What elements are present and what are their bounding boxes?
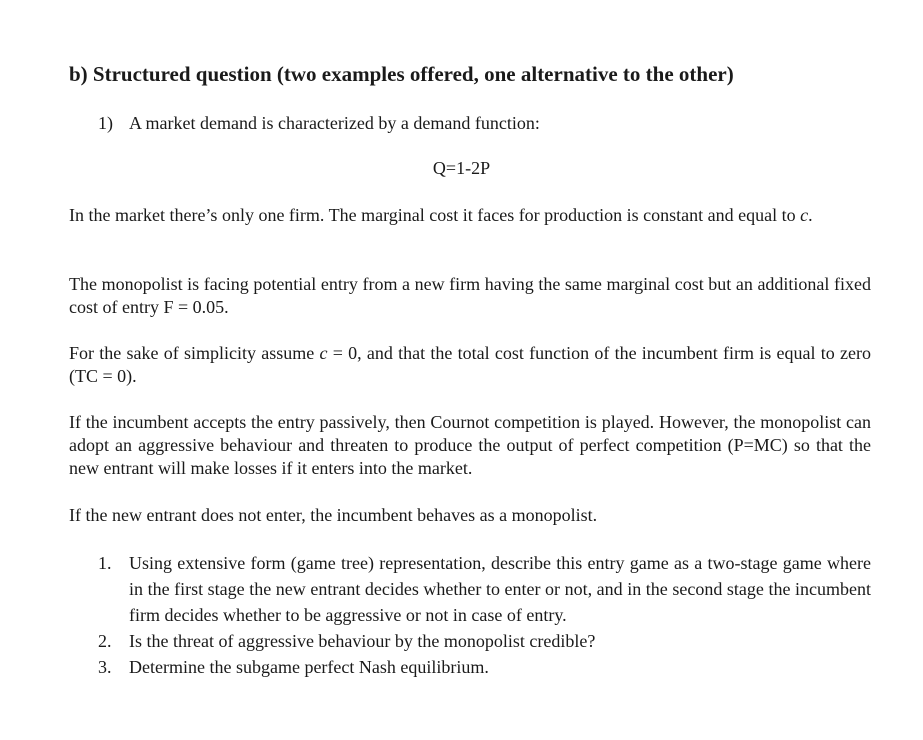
list-item [98, 654, 871, 680]
paragraph-three-start: For the sake of simplicity assume [69, 343, 320, 363]
variable-c: c [800, 205, 809, 225]
task-text: Determine the subgame perfect Nash equilibrium. [129, 657, 489, 677]
variable-c: c [319, 343, 328, 363]
demand-function-formula: Q=1-2P [432, 158, 491, 178]
paragraph-simplicity [69, 342, 871, 388]
task-number: 2. [98, 631, 112, 651]
paragraph-three-end: = 0, and that the total cost function of the incumbent firm is equal to zero (TC = 0). [69, 343, 871, 386]
question-intro [98, 113, 540, 134]
list-item [98, 628, 871, 654]
section-heading: b) Structured question (two examples offered, one alternative to the other) [69, 62, 734, 86]
list-item [98, 550, 871, 628]
paragraph-no-entry: If the new entrant does not enter, the incumbent behaves as a monopolist. [69, 505, 598, 525]
question-intro-text: A market demand is characterized by a demand function: [129, 113, 540, 133]
task-number: 1. [98, 553, 112, 573]
paragraph-cournot: If the incumbent accepts the entry passively, then Cournot competition is played. However, the monopolist can adopt an aggressive behaviour and threaten to produce the output of perfect competition (P=MC) so that the new entrant will make losses if it enters into the market. [69, 412, 871, 478]
question-number: 1) [98, 113, 113, 133]
paragraph-one-text: In the market there’s only one firm. The marginal cost it faces for production is constant and equal to [69, 205, 801, 225]
paragraph-one-end: . [808, 205, 813, 225]
paragraph-potential-entry: The monopolist is facing potential entry from a new firm having the same marginal cost but an additional fixed cost of entry F = 0.05. [69, 274, 871, 317]
task-text: Using extensive form (game tree) representation, describe this entry game as a two-stage game where in the first stage the new entrant decides whether to enter or not, and in the second stage the incumbent firm decides whether to be aggressive or not in case of entry. [129, 553, 871, 625]
task-list [98, 550, 871, 680]
task-text: Is the threat of aggressive behaviour by the monopolist credible? [129, 631, 596, 651]
task-number: 3. [98, 657, 112, 677]
paragraph-one-firm [69, 204, 871, 227]
